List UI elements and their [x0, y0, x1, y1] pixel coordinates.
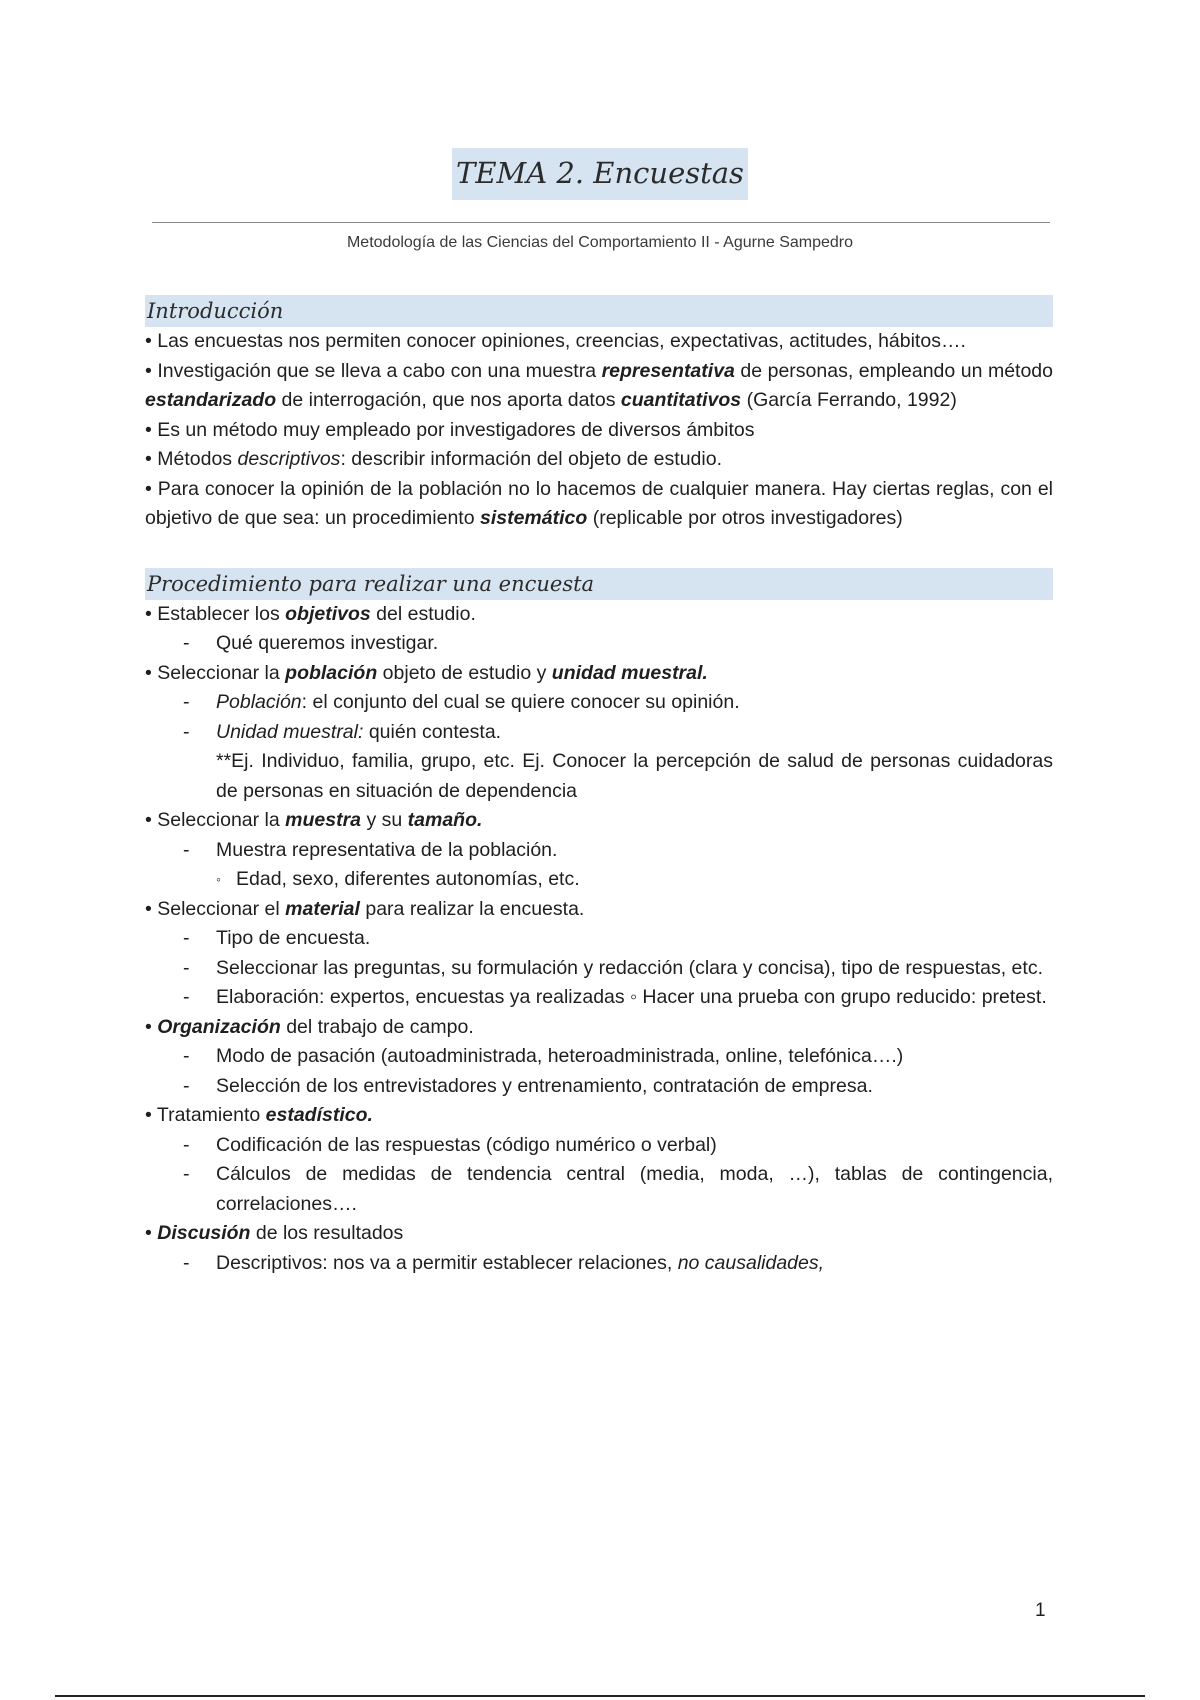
sub-item-text: Elaboración: expertos, encuestas ya realizadas ◦ Hacer una prueba con grupo reducido: pretest. [216, 986, 1047, 1008]
sub-item-text [216, 1249, 1053, 1279]
text-run: de personas, empleando un método [734, 359, 1054, 382]
text-run: • Tratamiento [145, 1104, 266, 1126]
list-item [145, 806, 1053, 836]
dash-marker: - [183, 1163, 190, 1185]
section-heading-introduccion: Introducción [145, 295, 1053, 327]
bottom-divider [55, 1695, 1145, 1697]
sub-list-item [145, 983, 1053, 1013]
sub-list-item [145, 1249, 1053, 1279]
sub-item-text: Muestra representativa de la población. [216, 838, 558, 861]
intro-paragraph-1: • Las encuestas nos permiten conocer opiniones, creencias, expectativas, actitudes, hábitos…. [145, 330, 966, 352]
text-run: Descriptivos: nos va a permitir establecer relaciones, [216, 1251, 678, 1274]
list-item [145, 600, 1053, 630]
sub-item-text: Seleccionar las preguntas, su formulación y redacción (clara y concisa), tipo de respuestas, etc. [216, 956, 1043, 979]
sub-item-text: Codificación de las respuestas (código numérico o verbal) [216, 1133, 717, 1156]
sub-list-item [145, 688, 1053, 718]
text-run: objeto de estudio y [377, 661, 552, 684]
sub-sub-item-text: Edad, sexo, diferentes autonomías, etc. [236, 868, 580, 890]
dash-marker: - [183, 956, 190, 979]
emphasis-text: Población [216, 691, 302, 713]
page-title: TEMA 2. Encuestas [452, 148, 748, 200]
dash-marker: - [183, 691, 190, 713]
text-run: para realizar la encuesta. [359, 897, 585, 920]
emphasis-text: tamaño. [407, 809, 483, 831]
list-item [145, 1013, 1053, 1043]
title-divider [152, 222, 1050, 223]
emphasis-text: Discusión [157, 1222, 251, 1244]
dash-marker: - [183, 1251, 190, 1274]
sub-item-text [216, 688, 1053, 718]
intro-paragraph-5 [145, 475, 1053, 534]
text-run: : describir información del objeto de estudio. [340, 448, 722, 470]
dash-marker: - [183, 838, 190, 861]
section-heading-procedimiento: Procedimiento para realizar una encuesta [145, 568, 1053, 600]
text-run: de los resultados [250, 1222, 404, 1244]
title-wrap [0, 148, 1200, 200]
sub-list-item [145, 954, 1053, 984]
emphasis-text: muestra [285, 809, 362, 831]
dash-marker: - [183, 632, 190, 654]
text-run: • Seleccionar la [145, 809, 286, 831]
intro-paragraph-4 [145, 445, 1053, 475]
emphasis-text: estadístico. [265, 1104, 373, 1126]
document-body [145, 295, 1053, 1278]
page-subtitle: Metodología de las Ciencias del Comportamiento II - Agurne Sampedro [346, 234, 854, 251]
emphasis-text: objetivos [285, 602, 371, 625]
sub-list-item [145, 1042, 1053, 1072]
dash-marker: - [183, 1045, 190, 1067]
text-run: (replicable por otros investigadores) [587, 507, 903, 529]
circle-bullet-icon: ◦ [216, 871, 221, 887]
text-run: quién contesta. [363, 720, 502, 743]
text-run: del trabajo de campo. [280, 1015, 474, 1038]
sub-item-text: Modo de pasación (autoadministrada, heteroadministrada, online, telefónica….) [216, 1045, 904, 1067]
text-run: de interrogación, que nos aporta datos [276, 389, 621, 411]
list-item [145, 1101, 1053, 1131]
sub-list-item [145, 836, 1053, 866]
text-run: • Para conocer la opinión de la población no lo hacemos de cualquier manera. Hay ciertas reglas, con el objetivo de que sea: un procedimiento [145, 477, 1053, 529]
dash-marker: - [183, 927, 190, 949]
sub-sub-list-item [145, 865, 1053, 895]
sub-list-item [145, 1160, 1053, 1219]
dash-marker: - [183, 1074, 190, 1097]
emphasis-text: Unidad muestral: [216, 720, 364, 743]
sub-item-text: Cálculos de medidas de tendencia central (media, moda, …), tablas de contingencia, correlaciones…. [216, 1163, 1053, 1215]
emphasis-text: no causalidades, [677, 1251, 825, 1274]
emphasis-text: representativa [601, 359, 735, 382]
text-run: del estudio. [370, 602, 476, 625]
list-item [145, 659, 1053, 689]
text-run: • Establecer los [145, 602, 286, 625]
emphasis-text: descriptivos [237, 448, 341, 470]
page-number: 1 [1035, 1600, 1046, 1621]
text-run: • Investigación que se lleva a cabo con una muestra [145, 359, 602, 382]
emphasis-text: cuantitativos [620, 389, 742, 411]
list-item [145, 1219, 1053, 1249]
sub-item-text: Tipo de encuesta. [216, 927, 371, 949]
sub-item-text [216, 718, 1053, 748]
emphasis-text: Organización [157, 1015, 281, 1038]
text-run: • [145, 1015, 158, 1038]
intro-paragraph-3: • Es un método muy empleado por investigadores de diversos ámbitos [145, 418, 755, 441]
sub-item-text: Selección de los entrevistadores y entrenamiento, contratación de empresa. [216, 1074, 873, 1097]
list-item [145, 895, 1053, 925]
sub-list-item [145, 1131, 1053, 1161]
dash-marker: - [183, 720, 190, 743]
intro-paragraph-2 [145, 357, 1053, 416]
dash-marker: - [183, 986, 190, 1008]
sub-item-note: **Ej. Individuo, familia, grupo, etc. Ej. Conocer la percepción de salud de personas cuidadoras de personas en situación de dependencia [216, 750, 1053, 802]
emphasis-text: sistemático [479, 507, 588, 529]
emphasis-text: estandarizado [145, 389, 277, 411]
text-run: (García Ferrando, 1992) [741, 389, 957, 411]
emphasis-text: material [285, 897, 360, 920]
dash-marker: - [183, 1133, 190, 1156]
sub-list-item [145, 629, 1053, 659]
text-run: • [145, 1222, 158, 1244]
sub-list-item [145, 924, 1053, 954]
text-run: • Seleccionar la [145, 661, 286, 684]
sub-list-item [145, 1072, 1053, 1102]
text-run: • Seleccionar el [145, 897, 286, 920]
text-run: • Métodos [145, 448, 238, 470]
text-run: y su [361, 809, 408, 831]
emphasis-text: población [285, 661, 378, 684]
text-run: : el conjunto del cual se quiere conocer su opinión. [301, 691, 740, 713]
emphasis-text: unidad muestral. [551, 661, 708, 684]
sub-item-text: Qué queremos investigar. [216, 632, 439, 654]
sub-list-item [145, 718, 1053, 748]
